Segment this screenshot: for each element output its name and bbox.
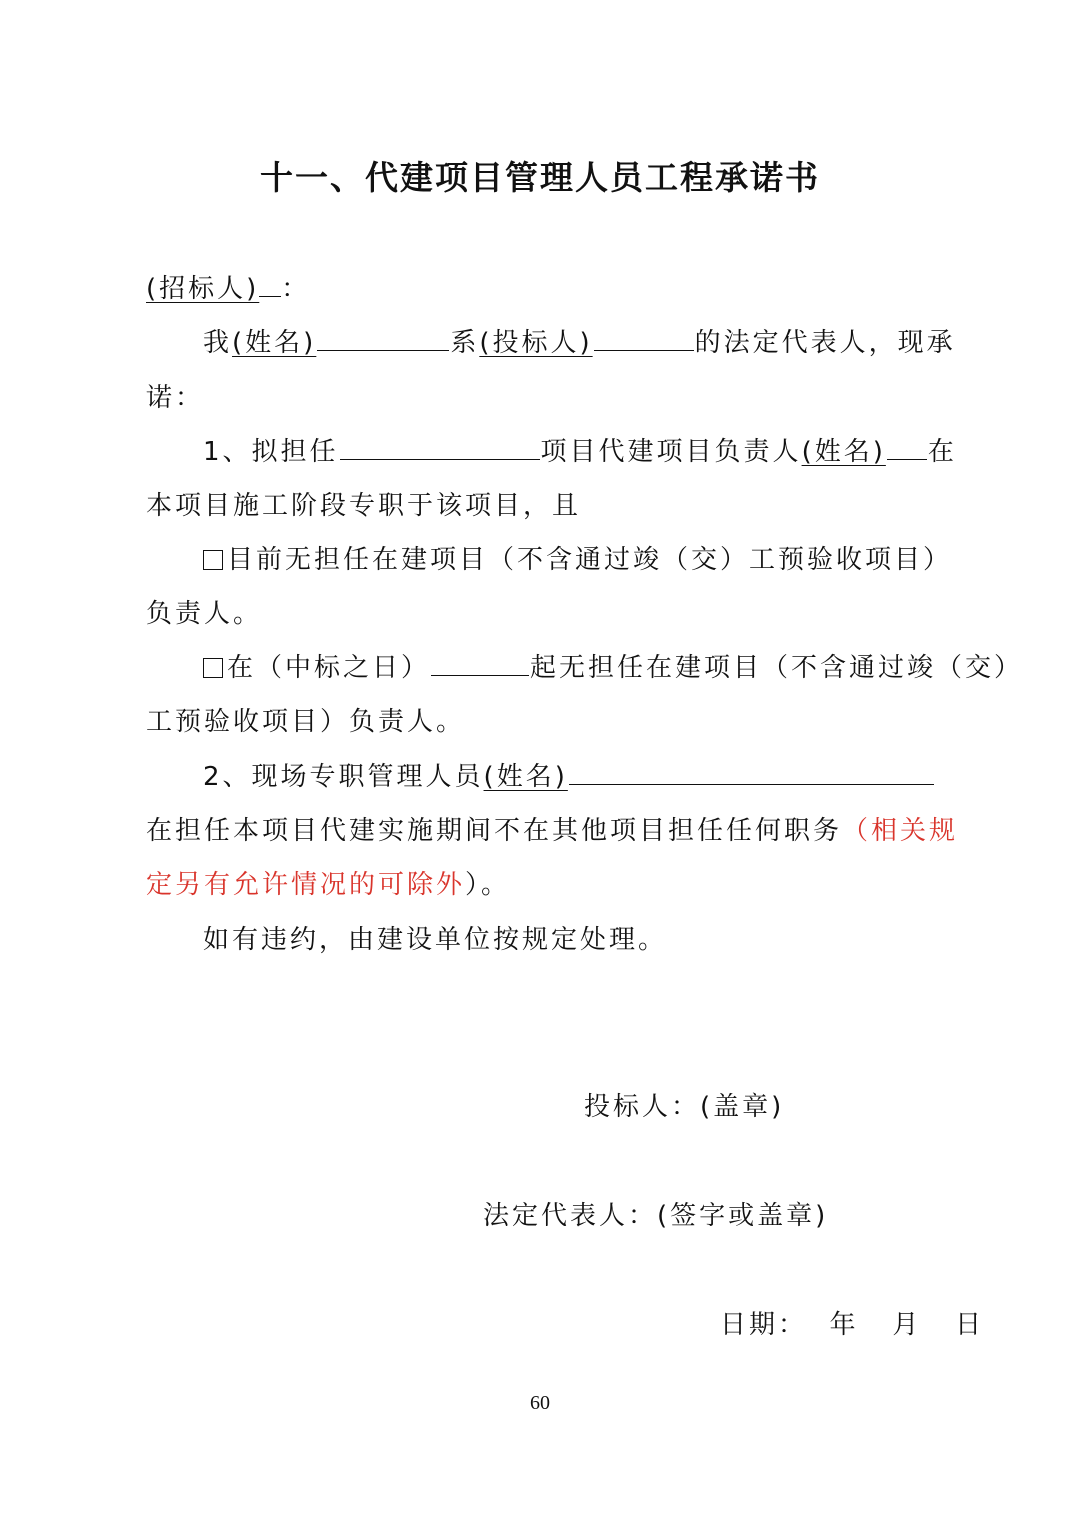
salutation bbox=[146, 272, 966, 306]
option1-line1 bbox=[203, 543, 1023, 577]
salutation-colon: ： bbox=[281, 274, 311, 304]
item2-text: 在担任本项目代建实施期间不在其他项目担任任何职务 bbox=[146, 816, 843, 846]
page-number: 60 bbox=[530, 1392, 550, 1414]
project-name-blank[interactable] bbox=[340, 435, 540, 460]
item1-mid: 项目代建项目负责人 bbox=[540, 437, 802, 467]
recipient-field[interactable]: (招标人) bbox=[146, 274, 260, 304]
page-title: 十一、代建项目管理人员工程承诺书 bbox=[260, 158, 820, 197]
item2-line1 bbox=[203, 760, 1023, 794]
item2-prefix: 2、现场专职管理人员 bbox=[203, 762, 484, 792]
item2-line3 bbox=[146, 868, 966, 902]
item2-note-part1: （相关规 bbox=[842, 816, 959, 846]
para1-line2: 诺： bbox=[146, 383, 205, 413]
option2-line1 bbox=[203, 651, 1023, 685]
date-field[interactable]: 日期： 年 月 日 bbox=[720, 1310, 985, 1340]
item2-note-part2: 定另有允许情况的可除外 bbox=[146, 870, 466, 900]
item1-suffix: 在 bbox=[927, 437, 957, 467]
bid-date-blank[interactable] bbox=[431, 651, 529, 676]
option2-prefix: 在（中标之日） bbox=[227, 653, 431, 683]
item1-prefix: 1、拟担任 bbox=[203, 437, 339, 467]
bidder-field[interactable]: (投标人) bbox=[479, 328, 593, 358]
option1-line2: 负责人。 bbox=[146, 599, 263, 629]
item2-line2 bbox=[146, 814, 966, 848]
staff-name-blank[interactable] bbox=[569, 760, 934, 785]
item1-line1 bbox=[203, 435, 1023, 469]
item1-line2: 本项目施工阶段专职于该项目，且 bbox=[146, 491, 582, 521]
rep-name-field[interactable]: (姓名) bbox=[232, 328, 317, 358]
option2-text: 起无担任在建项目（不含通过竣（交） bbox=[530, 653, 1024, 683]
staff-name-field[interactable]: (姓名) bbox=[483, 762, 568, 792]
rep-name-blank[interactable] bbox=[317, 326, 449, 351]
manager-name-blank[interactable] bbox=[887, 435, 927, 460]
bidder-signature[interactable]: 投标人：(盖章) bbox=[584, 1092, 785, 1122]
legal-rep-signature[interactable]: 法定代表人：(签字或盖章) bbox=[483, 1201, 829, 1231]
bidder-blank[interactable] bbox=[594, 326, 694, 351]
option1-checkbox[interactable] bbox=[203, 550, 223, 570]
option1-text: 目前无担任在建项目（不含通过竣（交）工预验收项目） bbox=[227, 545, 953, 575]
para1-line1 bbox=[203, 326, 1023, 360]
option2-checkbox[interactable] bbox=[203, 658, 223, 678]
violation-clause: 如有违约，由建设单位按规定处理。 bbox=[203, 925, 668, 955]
option2-line2: 工预验收项目）负责人。 bbox=[146, 707, 466, 737]
para1-rest: 的法定代表人，现承 bbox=[694, 328, 956, 358]
para1-wo: 我 bbox=[203, 328, 233, 358]
item2-end: ）。 bbox=[465, 870, 511, 900]
manager-name-field[interactable]: (姓名) bbox=[801, 437, 886, 467]
para1-xi: 系 bbox=[450, 328, 480, 358]
